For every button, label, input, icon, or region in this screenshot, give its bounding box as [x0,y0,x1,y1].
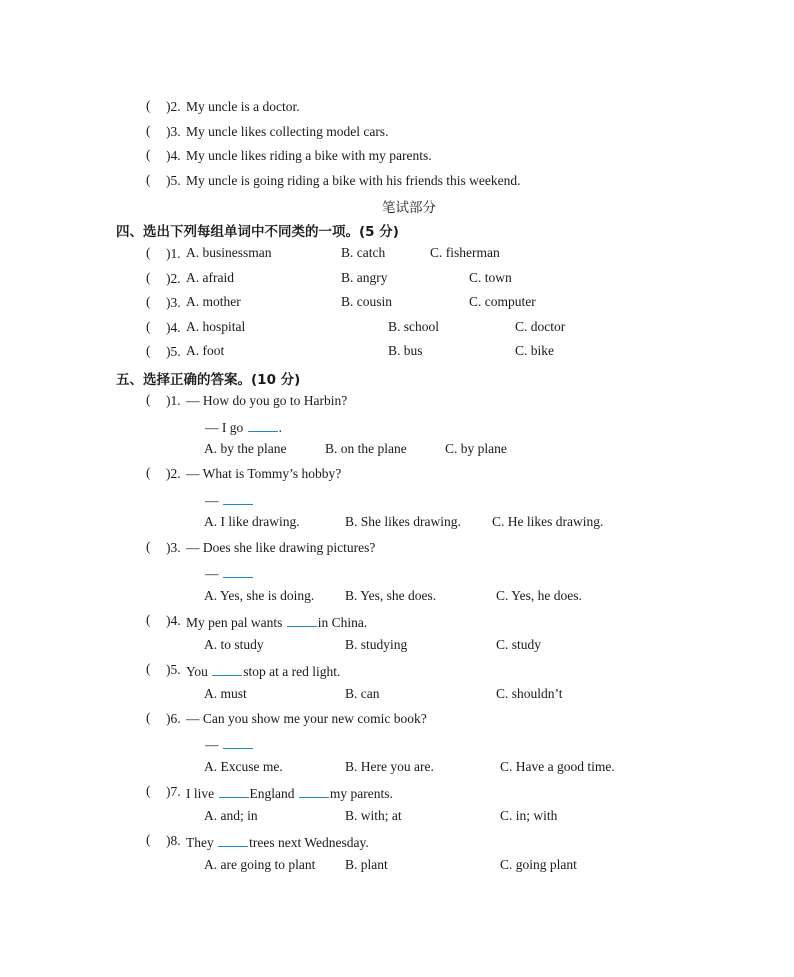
option-c: C. bike [515,343,554,358]
answer-paren: ( [146,172,151,187]
option-b: B. cousin [341,294,393,309]
item-text: My uncle likes collecting model cars. [186,124,389,139]
option-a: A. foot [186,343,225,358]
answer-paren: ( [146,465,151,480]
option-c: C. Yes, he does. [496,588,582,603]
option-c: C. shouldn’t [496,686,563,701]
section-5-title: 五、选择正确的答案。(10 分) [116,372,301,388]
question-pre: They [186,835,214,850]
item-number: )1. [166,393,181,408]
answer-paren: ( [146,832,151,847]
item-number: )3. [166,295,181,310]
option-c: C. town [469,270,512,285]
item-number: )5. [166,173,181,188]
option-b: B. Yes, she does. [345,588,437,603]
question-text: — Does she like drawing pictures? [186,540,376,555]
option-a: A. businessman [186,245,272,260]
option-a: A. mother [186,294,241,309]
question-text [186,783,393,803]
answer-suffix: . [278,420,282,435]
item-number: )3. [166,124,181,139]
answer-blank[interactable] [223,490,253,505]
option-c: C. in; with [500,808,558,823]
option-c: C. study [496,637,542,652]
answer-paren: ( [146,661,151,676]
item-number: )5. [166,662,181,677]
answer-paren: ( [146,245,151,260]
item-number: )3. [166,540,181,555]
answer-blank[interactable] [218,832,248,847]
item-text: My uncle likes riding a bike with my parents. [186,148,432,163]
answer-paren: ( [146,539,151,554]
item-number: )6. [166,711,181,726]
option-a: A. hospital [186,319,246,334]
answer-blank[interactable] [287,612,317,627]
option-b: B. can [345,686,380,701]
question-post: trees next Wednesday. [249,835,369,850]
option-b: B. catch [341,245,386,260]
question-text [186,612,367,632]
question-text [186,661,340,681]
answer-blank-1[interactable] [219,783,249,798]
answer-paren: ( [146,270,151,285]
answer-prefix: — I go [205,420,244,435]
section-4-title: 四、选出下列每组单词中不同类的一项。(5 分) [116,224,399,240]
option-a: A. Yes, she is doing. [204,588,315,603]
question-mid: England [249,786,295,801]
item-number: )4. [166,613,181,628]
question-text: — How do you go to Harbin? [186,393,348,408]
item-number: )2. [166,466,181,481]
option-c: C. He likes drawing. [492,514,604,529]
option-b: B. angry [341,270,388,285]
answer-paren: ( [146,343,151,358]
option-a: A. Excuse me. [204,759,283,774]
answer-prefix: — [205,737,219,752]
option-c: C. computer [469,294,536,309]
option-b: B. Here you are. [345,759,434,774]
answer-prefix: — [205,493,219,508]
option-a: A. are going to plant [204,857,316,872]
question-pre: You [186,664,208,679]
option-a: A. by the plane [204,441,287,456]
option-c: C. fisherman [430,245,500,260]
item-text: My uncle is going riding a bike with his friends this weekend. [186,173,521,188]
answer-paren: ( [146,710,151,725]
answer-blank[interactable] [223,563,253,578]
answer-blank[interactable] [248,417,278,432]
answer-paren: ( [146,98,151,113]
option-b: B. bus [388,343,423,358]
question-text: — Can you show me your new comic book? [186,711,427,726]
option-c: C. doctor [515,319,566,334]
answer-paren: ( [146,392,151,407]
option-a: A. I like drawing. [204,514,300,529]
answer-paren: ( [146,123,151,138]
item-text: My uncle is a doctor. [186,99,300,114]
question-post: my parents. [329,786,393,801]
answer-paren: ( [146,612,151,627]
answer-line [205,563,254,583]
written-part-title: 笔试部分 [382,200,436,216]
answer-paren: ( [146,294,151,309]
question-post: in China. [317,615,368,630]
question-pre: My pen pal wants [186,615,283,630]
option-a: A. afraid [186,270,234,285]
item-number: )2. [166,271,181,286]
answer-prefix: — [205,566,219,581]
option-a: A. to study [204,637,264,652]
option-b: B. on the plane [325,441,407,456]
answer-paren: ( [146,147,151,162]
option-b: B. school [388,319,440,334]
option-b: B. She likes drawing. [345,514,461,529]
item-number: )4. [166,148,181,163]
option-c: C. Have a good time. [500,759,615,774]
option-b: B. plant [345,857,388,872]
answer-paren: ( [146,783,151,798]
question-post: stop at a red light. [243,664,341,679]
answer-line [205,490,254,510]
answer-line [205,417,282,437]
option-b: B. studying [345,637,408,652]
item-number: )7. [166,784,181,799]
question-text [186,832,369,852]
option-c: C. going plant [500,857,577,872]
option-c: C. by plane [445,441,507,456]
answer-line [205,734,254,754]
item-number: )1. [166,246,181,261]
option-a: A. and; in [204,808,258,823]
question-text: — What is Tommy’s hobby? [186,466,342,481]
answer-blank[interactable] [212,661,242,676]
answer-blank-2[interactable] [299,783,329,798]
option-a: A. must [204,686,247,701]
question-pre: I live [186,786,215,801]
item-number: )5. [166,344,181,359]
item-number: )8. [166,833,181,848]
item-number: )4. [166,320,181,335]
answer-paren: ( [146,319,151,334]
answer-blank[interactable] [223,734,253,749]
item-number: )2. [166,99,181,114]
option-b: B. with; at [345,808,402,823]
